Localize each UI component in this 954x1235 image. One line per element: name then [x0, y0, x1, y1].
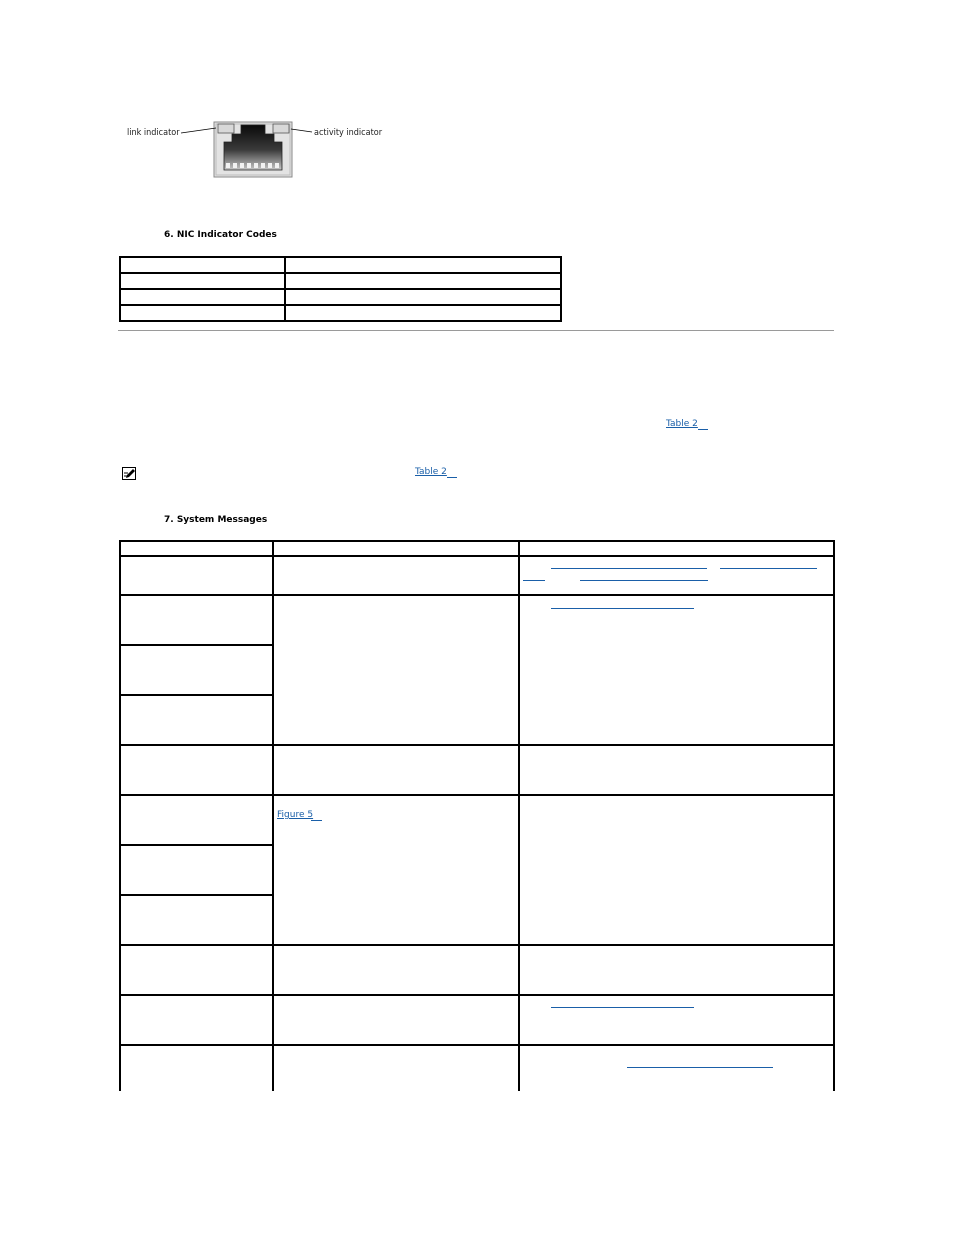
table-cell	[285, 305, 561, 321]
table-cell	[273, 541, 519, 556]
table-row	[120, 289, 561, 305]
nic-connector-icon	[120, 112, 390, 184]
table-cell	[120, 1045, 273, 1091]
table-row	[120, 305, 561, 321]
activity-indicator-label: activity indicator	[314, 128, 383, 138]
table-cell	[120, 273, 285, 289]
table-row	[120, 595, 834, 645]
table-cell	[120, 995, 273, 1045]
table-cell	[120, 845, 273, 895]
table-cell	[273, 556, 519, 595]
note-table-2-link[interactable]: Table 2	[415, 467, 447, 477]
table-cell	[120, 645, 273, 695]
table-cell	[120, 695, 273, 745]
table-cell	[285, 289, 561, 305]
table-cell	[273, 745, 519, 795]
table-cell	[519, 995, 834, 1045]
nic-indicator-table	[119, 256, 562, 322]
table-row	[120, 541, 834, 556]
link-underline[interactable]	[551, 568, 707, 569]
table-cell	[273, 995, 519, 1045]
table-cell	[120, 795, 273, 845]
table-cell	[120, 289, 285, 305]
table-cell	[519, 556, 834, 595]
table-row	[120, 556, 834, 595]
table-cell	[273, 945, 519, 995]
link-underline[interactable]	[720, 568, 817, 569]
link-indicator-label: link indicator	[127, 128, 180, 138]
link-underline[interactable]	[551, 1007, 694, 1008]
link-underline-trailing	[698, 429, 708, 430]
system-messages-table	[119, 540, 835, 1091]
table-row	[120, 273, 561, 289]
table-cell	[273, 1045, 519, 1091]
table-row	[120, 1045, 834, 1091]
table-cell	[120, 541, 273, 556]
section-divider	[118, 330, 834, 331]
link-underline-trailing	[311, 820, 322, 821]
table-cell	[285, 257, 561, 273]
table-cell	[519, 795, 834, 945]
table-row	[120, 257, 561, 273]
link-underline[interactable]	[580, 580, 708, 581]
link-underline[interactable]	[551, 608, 694, 609]
table-cell	[285, 273, 561, 289]
table-cell	[519, 595, 834, 745]
table-row	[120, 995, 834, 1045]
table-cell	[120, 945, 273, 995]
table-cell	[120, 257, 285, 273]
table-cell	[120, 745, 273, 795]
table-cell	[120, 895, 273, 945]
nic-connector-figure	[120, 112, 390, 184]
link-underline[interactable]	[523, 580, 545, 581]
table-cell	[120, 556, 273, 595]
table-cell	[273, 795, 519, 945]
table-cell	[519, 541, 834, 556]
link-underline-trailing	[447, 477, 457, 478]
table-cell	[519, 745, 834, 795]
link-underline[interactable]	[627, 1067, 773, 1068]
table-cell	[519, 1045, 834, 1091]
system-messages-caption: 7. System Messages	[164, 515, 268, 525]
table-cell	[120, 305, 285, 321]
table-cell	[120, 595, 273, 645]
table-row	[120, 945, 834, 995]
nic-table-caption: 6. NIC Indicator Codes	[164, 230, 277, 240]
table-row	[120, 745, 834, 795]
table-cell	[273, 595, 519, 745]
table-2-link[interactable]: Table 2	[666, 419, 698, 429]
figure-5-link[interactable]: Figure 5	[277, 810, 314, 820]
note-pencil-icon	[122, 467, 136, 480]
table-cell	[519, 945, 834, 995]
table-row	[120, 795, 834, 845]
